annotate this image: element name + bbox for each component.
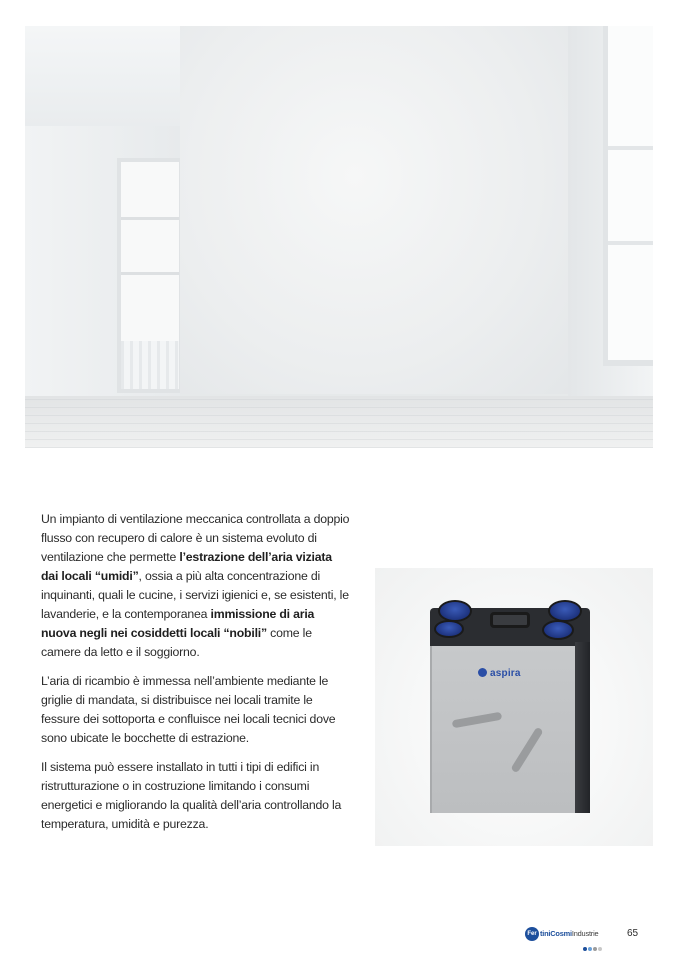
paragraph-text: come le camere da letto e il soggiorno.: [41, 626, 312, 659]
paragraph-text: Il sistema può essere installato in tutti i tipi di edifici in ristrutturazione o in costruzione limitando i consumi energetici e migliorando la qualità dell’aria controllando la temperatura, umidità e purezza.: [41, 760, 342, 831]
body-paragraph: [41, 672, 351, 748]
paragraph-text: , ossia a più alta concentrazione di inquinanti, quali le cucine, i servizi igienici e, se esistenti, le lavanderie, e la contemporanea: [41, 569, 349, 621]
logo-dot: [583, 947, 587, 951]
hero-room-image: [25, 26, 653, 448]
aspira-logo: aspira: [478, 668, 521, 679]
air-port-icon: [548, 600, 582, 622]
logo-dot: [588, 947, 592, 951]
back-wall: [180, 26, 568, 401]
unit-side-panel: [575, 642, 590, 813]
ventilation-unit-image: [375, 568, 653, 846]
air-port-icon: [542, 620, 574, 640]
body-text: [41, 510, 351, 844]
unit-handle: [490, 612, 530, 628]
logo-dot: [598, 947, 602, 951]
body-paragraph: [41, 758, 351, 834]
paragraph-text: L’aria di ricambio è immessa nell’ambiente mediante le griglie di mandata, si distribuisce nei locali tramite le fessure dei sottoporta e confluisce nei locali tecnici dove sono ubicate le bocchette di estrazione.: [41, 674, 336, 745]
ceiling-light: [25, 26, 180, 126]
body-paragraph: [41, 510, 351, 662]
fertini-cosmi-logo: [525, 927, 607, 945]
paragraph-text: Un impianto di ventilazione meccanica controllata a doppio flusso con recupero di calore è un sistema evoluto di ventilazione che permette: [41, 512, 350, 564]
ventilation-unit: [430, 598, 590, 813]
wood-floor: [25, 396, 653, 448]
unit-front-panel: [430, 646, 575, 813]
emphasized-text: immissione di aria nuova negli nei cosiddetti locali “nobili”: [41, 607, 315, 640]
logo-dots: [583, 938, 603, 956]
page-number: 65: [627, 928, 639, 939]
air-port-icon: [434, 620, 464, 638]
emphasized-text: l’estrazione dell’aria viziata dai locali “umidi”: [41, 550, 332, 583]
right-window: [603, 26, 653, 366]
left-window: [117, 158, 183, 393]
logo-mark: Fer: [525, 927, 539, 941]
air-port-icon: [438, 600, 472, 622]
logo-dot: [593, 947, 597, 951]
logo-name: tiniCosmiIndustrie: [540, 929, 599, 938]
